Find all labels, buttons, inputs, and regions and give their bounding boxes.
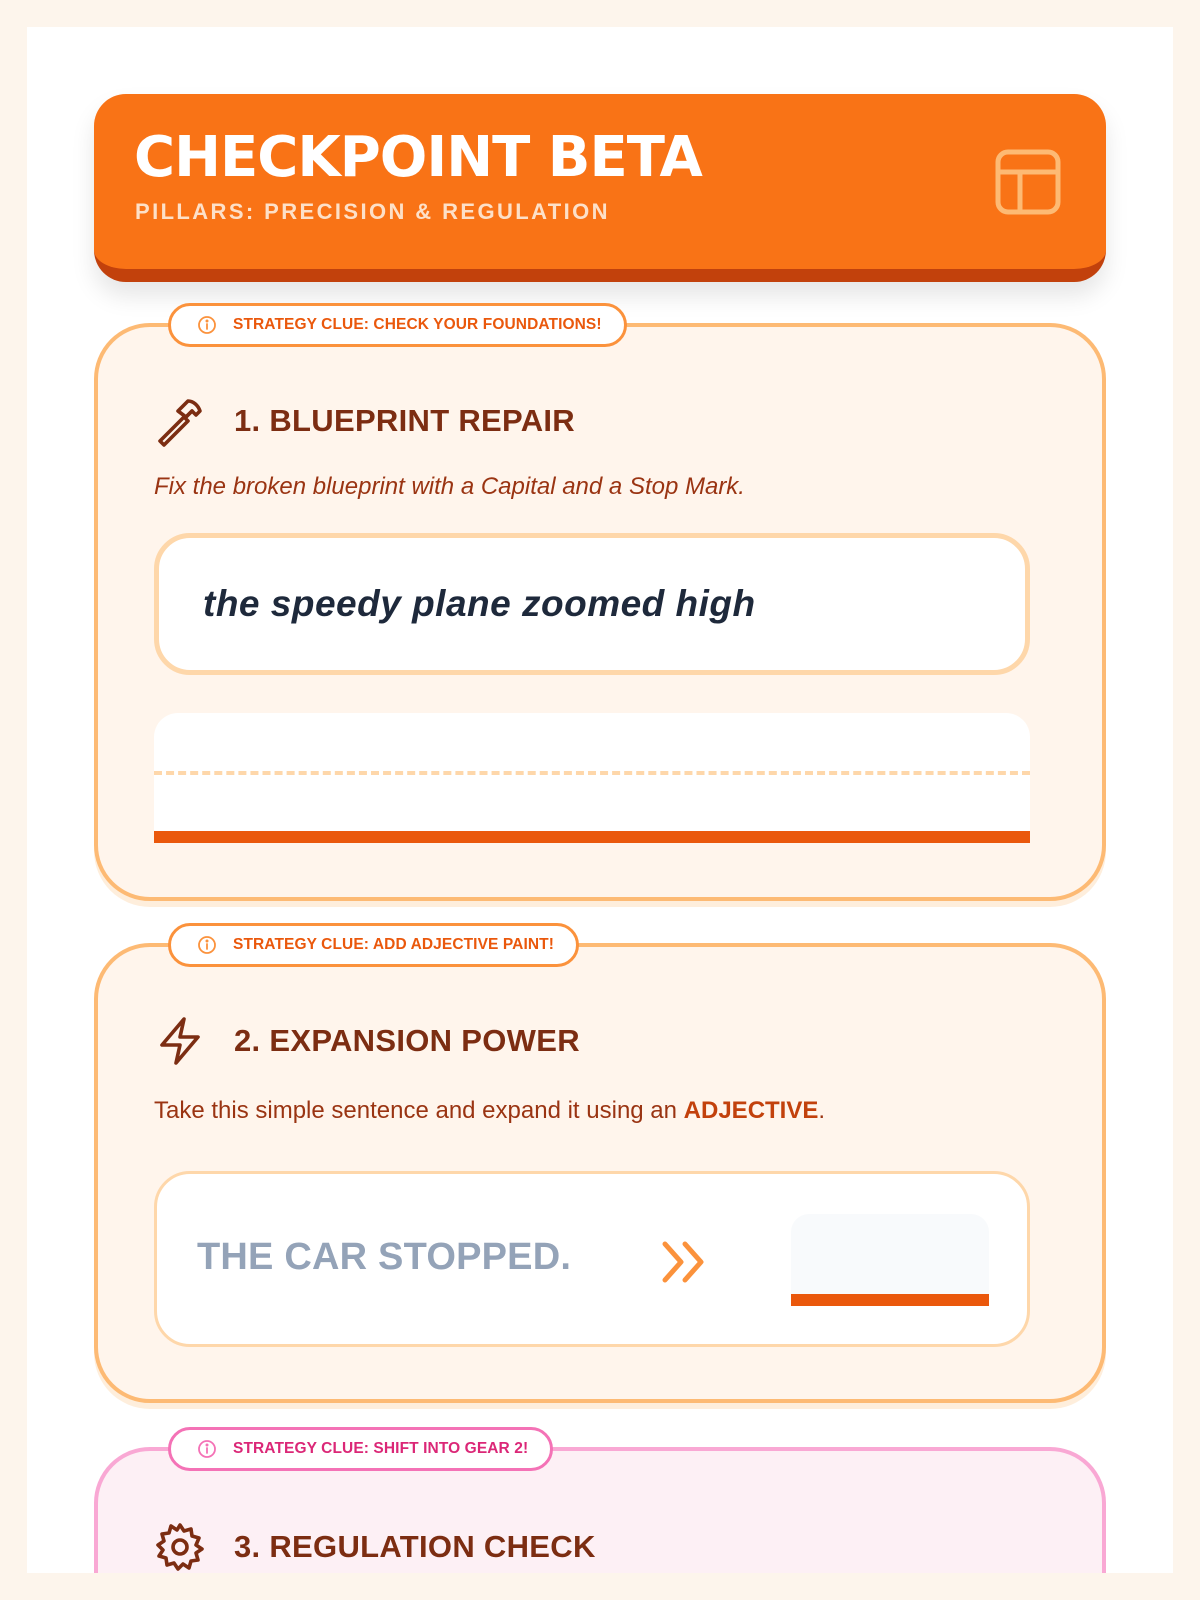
layout-icon[interactable] bbox=[994, 148, 1062, 216]
blueprint-repair-card bbox=[94, 316, 1106, 901]
strategy-clue-badge bbox=[168, 923, 579, 967]
answer-writing-field[interactable] bbox=[154, 713, 1030, 843]
strategy-clue-text: STRATEGY CLUE: ADD ADJECTIVE PAINT! bbox=[233, 936, 554, 953]
expansion-box bbox=[154, 1171, 1030, 1347]
page-subtitle: PILLARS: PRECISION & REGULATION bbox=[135, 199, 610, 224]
card-heading bbox=[154, 395, 575, 447]
strategy-clue-badge bbox=[168, 303, 627, 347]
double-chevron-right-icon bbox=[659, 1238, 711, 1286]
expanded-sentence-input[interactable] bbox=[791, 1214, 989, 1306]
expansion-power-card bbox=[94, 936, 1106, 1403]
card-heading bbox=[154, 1521, 596, 1573]
instruction-prefix: Take this simple sentence and expand it using an bbox=[154, 1097, 684, 1124]
info-icon bbox=[197, 315, 217, 335]
instruction-text: Fix the broken blueprint with a Capital and a Stop Mark. bbox=[154, 473, 745, 500]
info-icon bbox=[197, 935, 217, 955]
strategy-clue-text: STRATEGY CLUE: SHIFT INTO GEAR 2! bbox=[233, 1440, 529, 1457]
regulation-check-card bbox=[94, 1440, 1106, 1573]
info-icon bbox=[197, 1439, 217, 1459]
dashed-guide-line bbox=[154, 771, 1030, 775]
instruction-text bbox=[154, 1097, 825, 1125]
checkpoint-header bbox=[94, 94, 1106, 282]
worksheet bbox=[27, 27, 1173, 1573]
card-title: 2. EXPANSION POWER bbox=[234, 1023, 580, 1058]
instruction-suffix: . bbox=[818, 1097, 826, 1124]
base-sentence: THE CAR STOPPED. bbox=[197, 1236, 572, 1278]
broken-sentence: the speedy plane zoomed high bbox=[154, 533, 1030, 675]
card-title: 1. BLUEPRINT REPAIR bbox=[234, 403, 575, 438]
card-title: 3. REGULATION CHECK bbox=[234, 1529, 596, 1564]
page-title: CHECKPOINT BETA bbox=[134, 125, 702, 190]
lightning-icon bbox=[154, 1015, 206, 1067]
strategy-clue-badge bbox=[168, 1427, 553, 1471]
hammer-icon bbox=[154, 395, 206, 447]
gear-icon bbox=[154, 1521, 206, 1573]
instruction-keyword: ADJECTIVE bbox=[683, 1097, 819, 1124]
card-heading bbox=[154, 1015, 580, 1067]
strategy-clue-text: STRATEGY CLUE: CHECK YOUR FOUNDATIONS! bbox=[233, 316, 602, 333]
